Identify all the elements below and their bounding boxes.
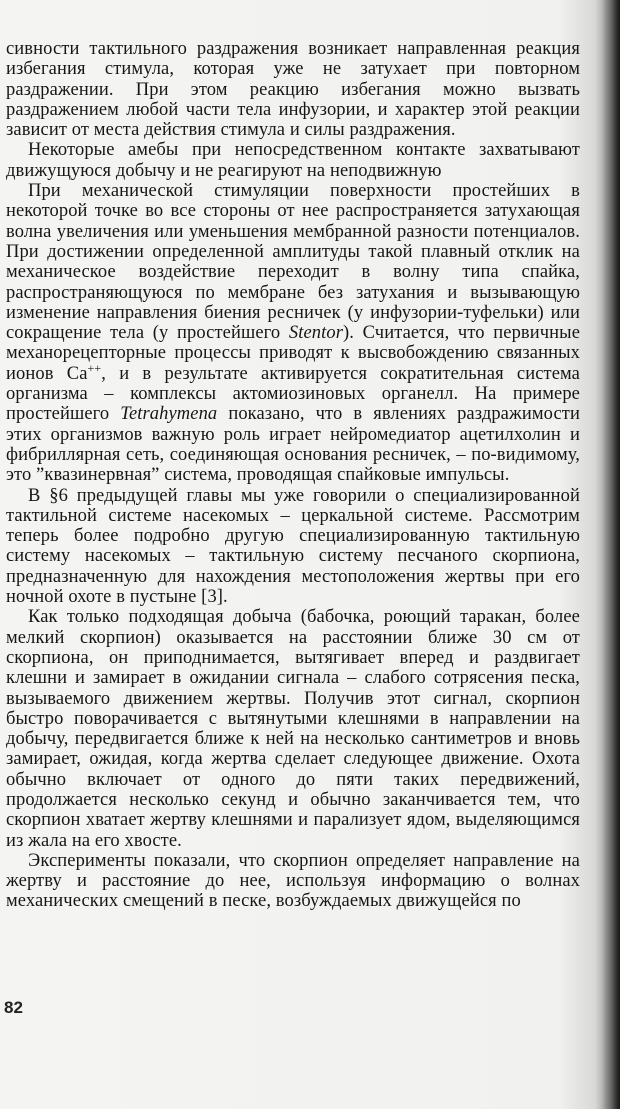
- superscript: ++: [87, 360, 102, 375]
- text-run: При механической стимуляции поверхности простейших в некоторой точке во все стороны от нее распространяется затухающая волна увеличения или уменьшения мембранной разности потенциалов. При достижении определенной амплитуды такой плавный отклик на механическое воздействие переходит в волну типа спайка, распространяющуюся по мембране без затухания и вызывающую изменение направления биения ресничек (у инфузории-туфельки) или сокращение тела (у простейшего: [6, 181, 580, 344]
- text-run: сивности тактильного раздражения возникает направленная реакция избегания стимула, которая уже не затухает при повторном раздражении. При этом реакцию избегания можно вызвать раздражением любой части тела инфузории, и характер этой реакции зависит от места действия стимула и силы раздражения.: [6, 39, 580, 141]
- page-number: 82: [4, 998, 23, 1017]
- text-run: ). Считается, что первичные механорецепторные процессы приводят к высвобождению связанных ионов Са: [6, 323, 580, 384]
- text-run: , и в результате активируется сократительная система организма – комплексы актомиозиновых органелл. На примере простейшего: [6, 363, 580, 425]
- paragraph-5: [6, 607, 580, 851]
- text-run: показано, что в явлениях раздражимости этих организмов важную роль играет нейромедиатор ацетилхолин и фибриллярная сеть, соединяющая основания ресничек, – по-видимому, это ”квазинервная” система, проводящая спайковые импульсы.: [6, 404, 580, 486]
- paragraph-6: [6, 851, 580, 912]
- paragraph-1: [6, 39, 580, 140]
- page-edge-shadow: [602, 0, 620, 1109]
- text-run: Эксперименты показали, что скорпион определяет направление на жертву и расстояние до нее, используя информацию о волнах механических смещений в песке, возбуждаемых движущейся по: [6, 850, 580, 912]
- italic-term: Tetrahymena: [120, 404, 218, 425]
- paragraph-4: [6, 486, 580, 608]
- paragraph-2: [6, 140, 580, 181]
- body-text: [6, 39, 580, 912]
- paragraph-3: [6, 181, 580, 485]
- italic-term: Stentor: [288, 323, 343, 344]
- text-run: В §6 предыдущей главы мы уже говорили о специализированной тактильной системе насекомых – церкальной системе. Рассмотрим теперь более подробно другую специализированную тактильную систему насекомых – тактильную систему песчаного скорпиона, предназначенную для нахождения местоположения жертвы при его ночной охоте в пустыне [3].: [6, 485, 580, 608]
- text-run: Некоторые амебы при непосредственном контакте захватывают движущуюся добычу и не реагируют на неподвижную: [6, 140, 580, 181]
- text-run: Как только подходящая добыча (бабочка, роющий таракан, более мелкий скорпион) оказывается на расстоянии ближе 30 см от скорпиона, он приподнимается, вытягивает вперед и раздвигает клешни и замирает в ожидании сигнала – слабого сотрясения песка, вызываемого движением жертвы. Получив этот сигнал, скорпион быстро поворачивается с вытянутыми клешнями в направлении на добычу, передвигается ближе к ней на несколько сантиметров и вновь замирает, ожидая, когда жертва сделает следующее движение. Охота обычно включает от одного до пяти таких передвижений, продолжается несколько секунд и обычно заканчивается тем, что скорпион хватает жертву клешнями и парализует ядом, выделяющимся из жала на его хвосте.: [6, 607, 580, 851]
